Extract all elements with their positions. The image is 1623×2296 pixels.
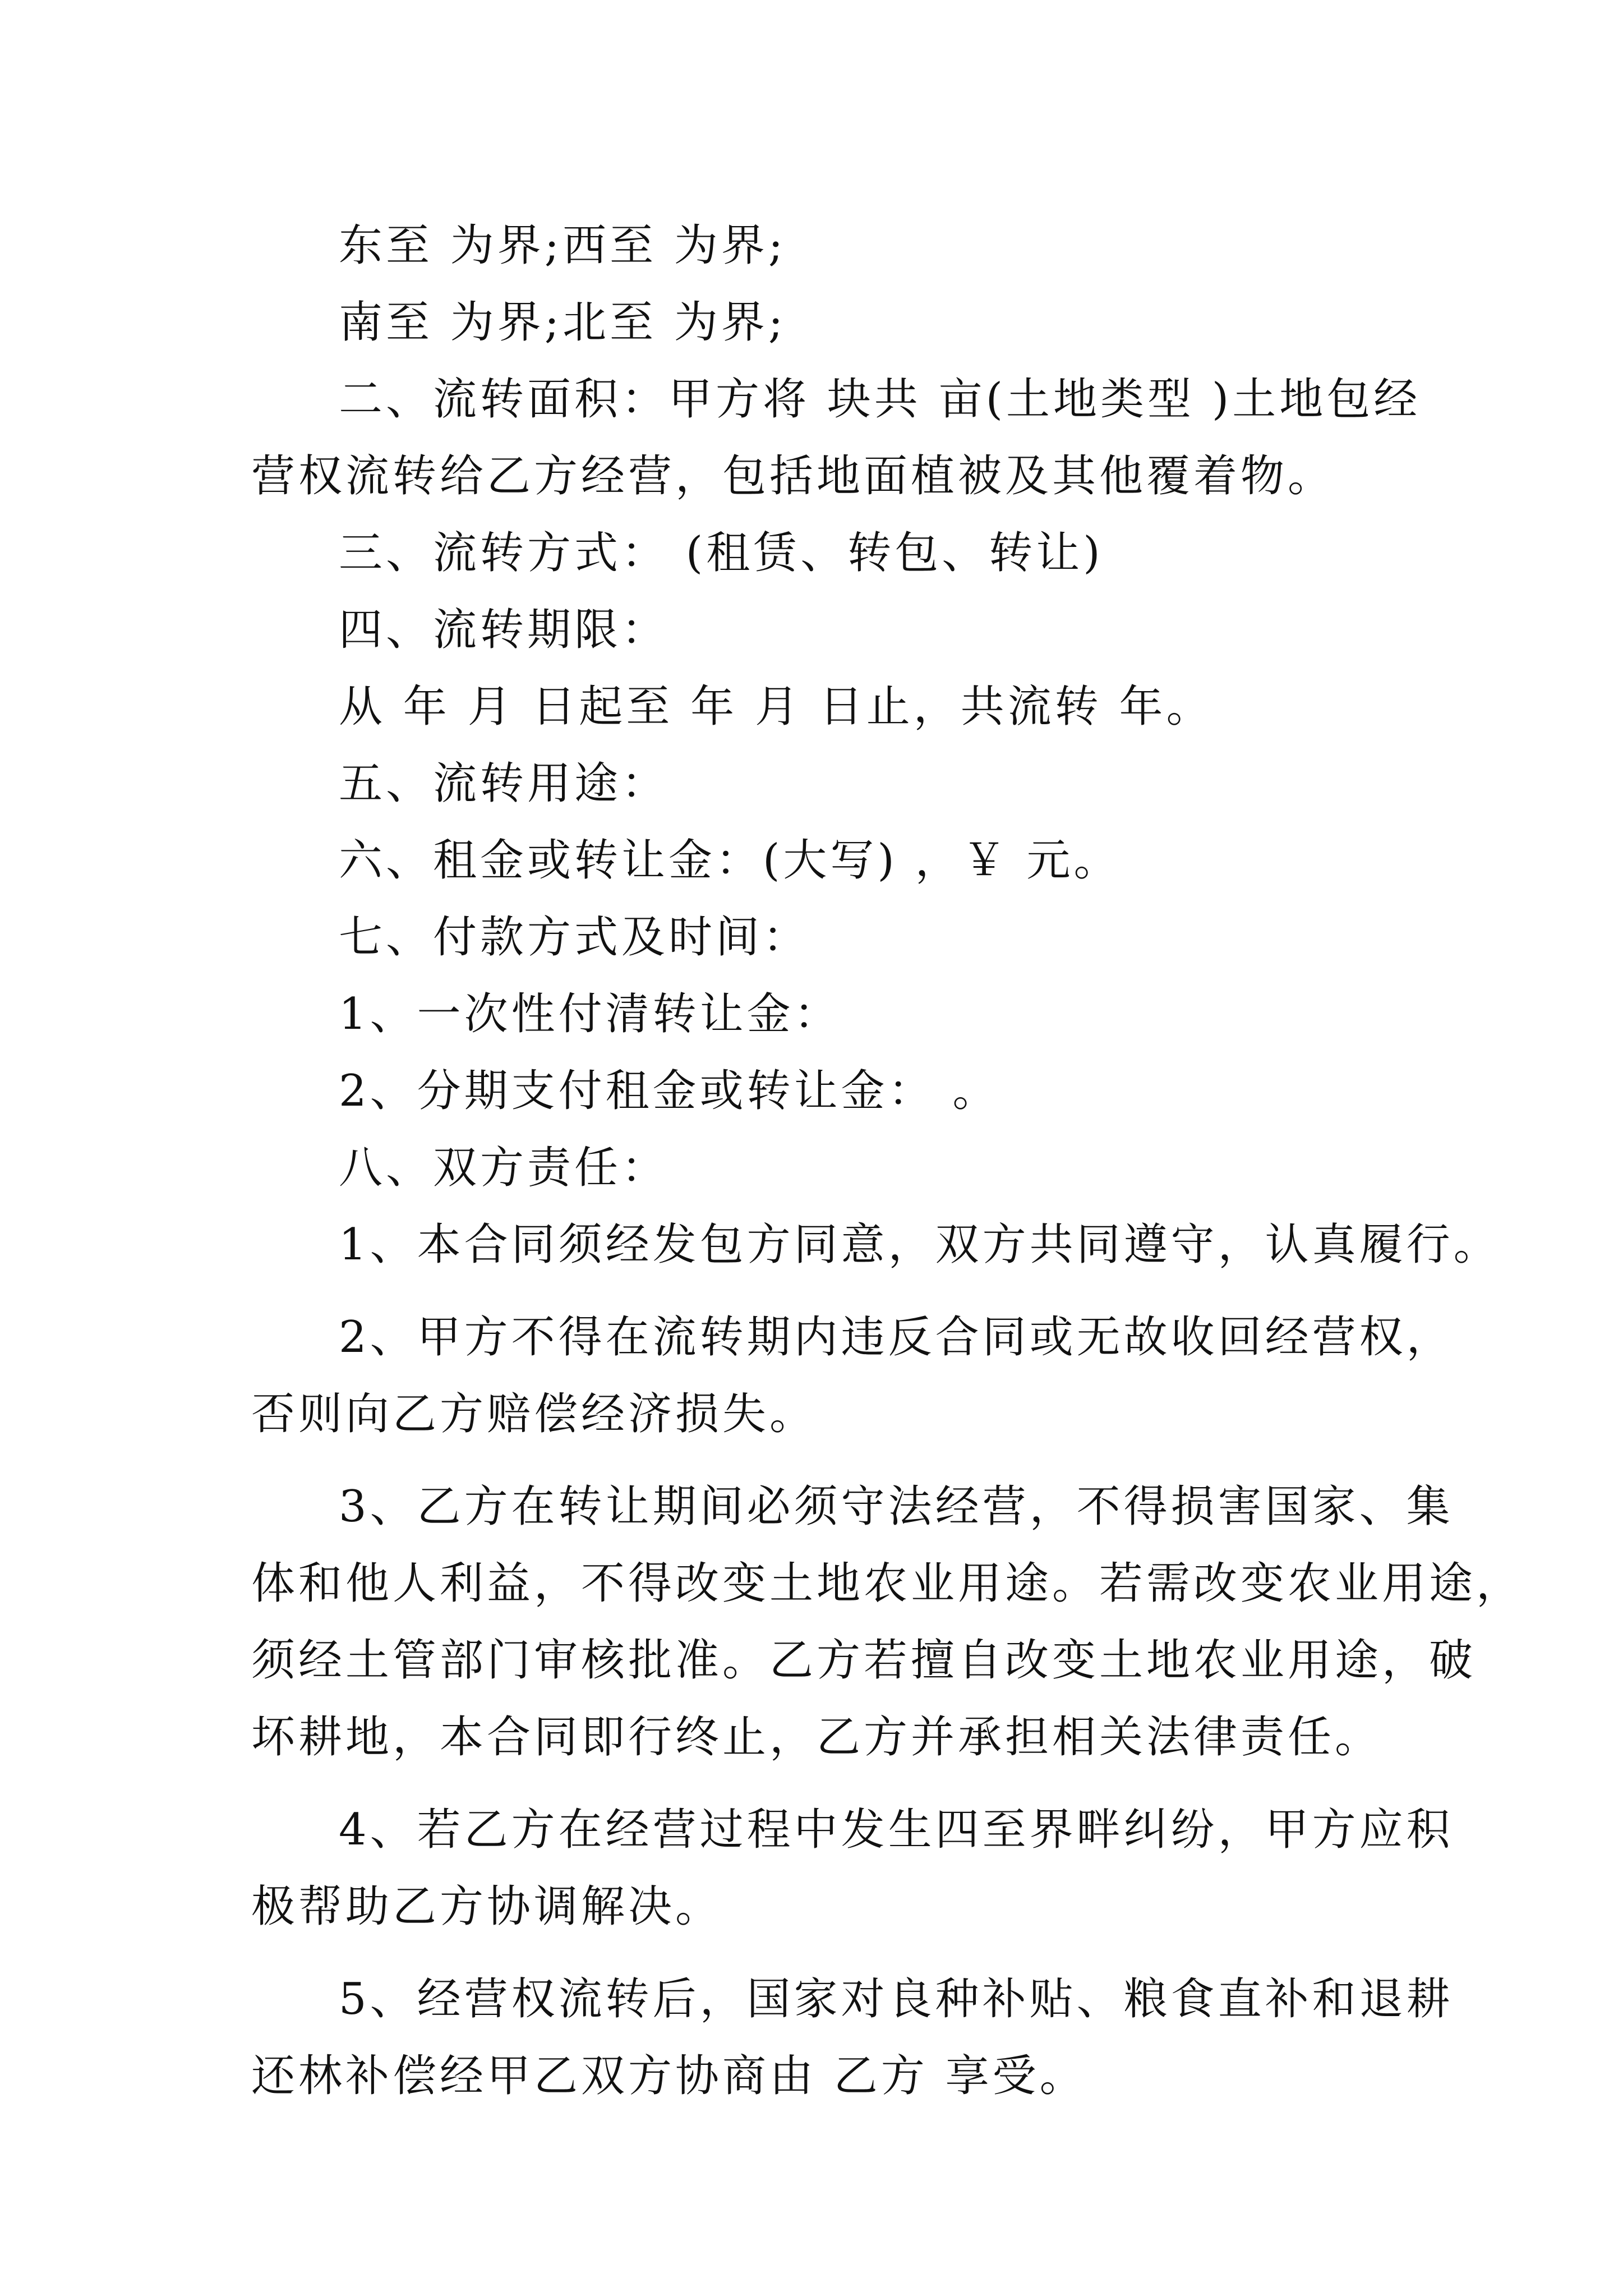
text-line: 二、流转面积：甲方将 块共 亩(土地类型 )土地包经 bbox=[339, 374, 1421, 425]
text-line: 4、若乙方在经营过程中发生四至界畔纠纷，甲方应积 bbox=[339, 1805, 1454, 1855]
paragraph bbox=[251, 1053, 1407, 1130]
text-line: 体和他人利益，不得改变土地农业用途。若需改变农业用途， bbox=[251, 1558, 1524, 1609]
text-line: 须经土管部门审核批准。乙方若擅自改变土地农业用途，破 bbox=[251, 1635, 1477, 1686]
paragraph bbox=[251, 1299, 1454, 1453]
text-line: 还林补偿经甲乙双方协商由 乙方 享受。 bbox=[251, 2051, 1087, 2101]
paragraph bbox=[251, 976, 1407, 1053]
paragraph bbox=[251, 1469, 1524, 1776]
text-line: 否则向乙方赔偿经济损失。 bbox=[251, 1389, 817, 1439]
text-line: 八、双方责任： bbox=[339, 1143, 669, 1193]
text-line: 2、甲方不得在流转期内违反合同或无故收回经营权， bbox=[339, 1312, 1454, 1363]
paragraph bbox=[251, 899, 1407, 976]
paragraph bbox=[251, 592, 1407, 669]
text-line: 从 年 月 日起至 年 月 日止，共流转 年。 bbox=[339, 682, 1214, 732]
paragraph bbox=[251, 1207, 1501, 1283]
paragraph bbox=[251, 822, 1407, 899]
text-line: 五、流转用途： bbox=[339, 758, 669, 809]
paragraph bbox=[251, 669, 1407, 746]
paragraph bbox=[251, 746, 1407, 822]
text-line: 1、一次性付清转让金： bbox=[339, 989, 841, 1039]
text-line: 六、租金或转让金：(大写) ，￥ 元。 bbox=[339, 835, 1121, 886]
paragraph bbox=[251, 1792, 1454, 1945]
text-line: 2、分期支付租金或转让金： 。 bbox=[339, 1066, 1000, 1116]
paragraph bbox=[251, 1130, 1407, 1207]
paragraph bbox=[251, 515, 1407, 592]
paragraph bbox=[251, 284, 1407, 361]
text-line: 四、流转期限： bbox=[339, 605, 669, 655]
document-body bbox=[251, 208, 1524, 2115]
text-line: 东至 为界;西至 为界; bbox=[339, 220, 787, 271]
text-line: 坏耕地，本合同即行终止，乙方并承担相关法律责任。 bbox=[251, 1712, 1382, 1763]
text-line: 三、流转方式： (租赁、转包、转让) bbox=[339, 528, 1104, 578]
text-line: 南至 为界;北至 为界; bbox=[339, 297, 787, 348]
text-line: 营权流转给乙方经营，包括地面植被及其他覆着物。 bbox=[251, 451, 1335, 501]
paragraph bbox=[251, 361, 1421, 515]
text-line: 极帮助乙方协调解决。 bbox=[251, 1881, 723, 1932]
text-line: 5、经营权流转后，国家对良种补贴、粮食直补和退耕 bbox=[339, 1974, 1454, 2024]
paragraph bbox=[251, 1961, 1454, 2115]
text-line: 3、乙方在转让期间必须守法经营，不得损害国家、集 bbox=[339, 1481, 1454, 1532]
text-line: 1、本合同须经发包方同意，双方共同遵守，认真履行。 bbox=[339, 1220, 1501, 1270]
text-line: 七、付款方式及时间： bbox=[339, 912, 810, 963]
paragraph bbox=[251, 208, 1407, 284]
